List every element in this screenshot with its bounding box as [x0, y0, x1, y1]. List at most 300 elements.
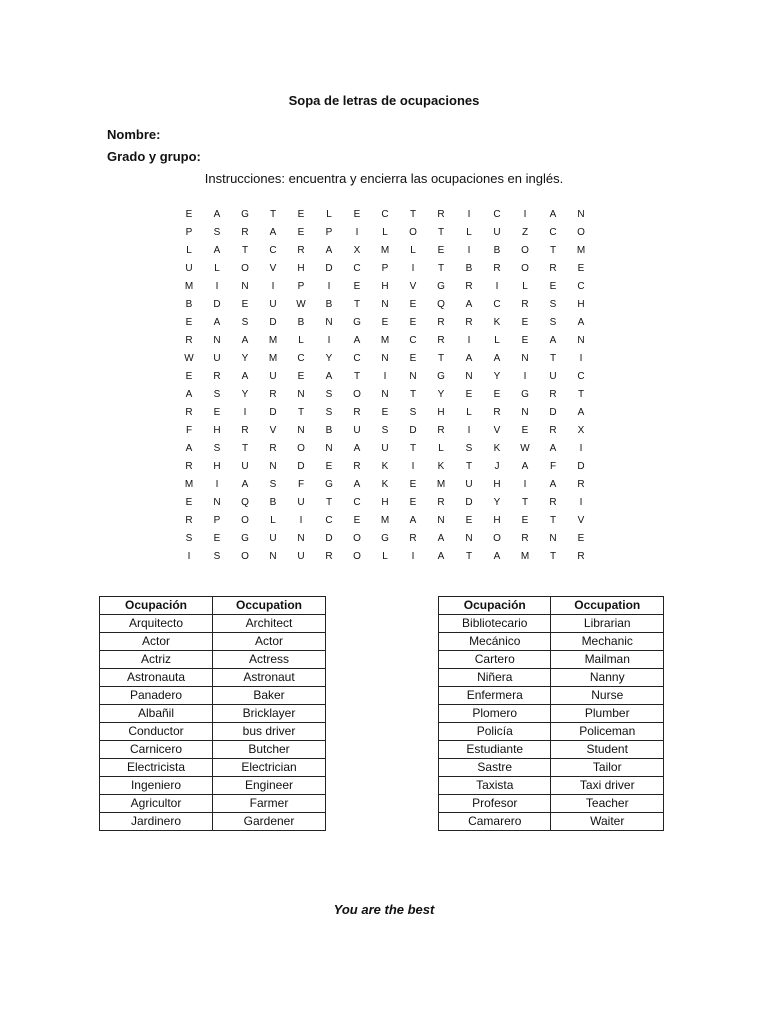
grid-letter: D	[325, 533, 333, 544]
grid-letter: M	[184, 479, 194, 490]
grid-letter: E	[297, 227, 305, 238]
english-occupation: Policeman	[551, 723, 664, 741]
grid-letter: N	[213, 497, 221, 508]
grid-letter: R	[409, 533, 417, 544]
grid-letter: B	[325, 425, 333, 436]
table-row	[100, 813, 326, 831]
grid-letter: R	[577, 479, 585, 490]
grid-letter: A	[241, 371, 249, 382]
grid-letter: I	[299, 515, 303, 526]
grid-letter: N	[381, 299, 389, 310]
grid-letter: S	[549, 317, 557, 328]
grid-letter: T	[325, 497, 333, 508]
grid-letter: S	[185, 533, 193, 544]
grid-letter: R	[549, 263, 557, 274]
table-row	[100, 741, 326, 759]
grid-letter: B	[185, 299, 193, 310]
table-row	[439, 777, 664, 795]
grid-letter: T	[297, 407, 305, 418]
grid-letter: C	[381, 209, 389, 220]
spanish-occupation: Bibliotecario	[439, 615, 551, 633]
spanish-occupation: Estudiante	[439, 741, 551, 759]
grid-letter: O	[353, 551, 361, 562]
grid-letter: I	[523, 371, 527, 382]
table-row	[100, 633, 326, 651]
grid-letter: T	[409, 443, 417, 454]
grid-letter: K	[437, 461, 445, 472]
grid-letter: R	[465, 317, 473, 328]
grid-letter: A	[269, 227, 277, 238]
english-occupation: Architect	[213, 615, 326, 633]
grid-letter: Y	[241, 353, 249, 364]
grid-letter: R	[577, 551, 585, 562]
grid-letter: R	[493, 263, 501, 274]
grid-letter: R	[269, 389, 277, 400]
grid-letter: I	[411, 461, 415, 472]
grid-letter: C	[353, 497, 361, 508]
grid-letter: H	[381, 281, 389, 292]
table-row	[439, 759, 664, 777]
grid-letter: Y	[493, 371, 501, 382]
grid-letter: U	[185, 263, 193, 274]
grid-letter: V	[409, 281, 417, 292]
grid-letter: D	[213, 299, 221, 310]
spanish-occupation: Profesor	[439, 795, 551, 813]
grid-letter: T	[521, 497, 529, 508]
grid-letter: C	[577, 281, 585, 292]
grid-letter: Q	[437, 299, 445, 310]
grid-letter: P	[325, 227, 333, 238]
english-occupation: Engineer	[213, 777, 326, 795]
grid-letter: N	[549, 533, 557, 544]
grid-letter: E	[409, 497, 417, 508]
spanish-occupation: Carnicero	[100, 741, 213, 759]
grid-letter: R	[241, 425, 249, 436]
grid-letter: M	[436, 479, 446, 490]
grid-letter: S	[381, 425, 389, 436]
grid-letter: T	[353, 371, 361, 382]
grid-letter: Z	[521, 227, 529, 238]
grid-letter: E	[241, 299, 249, 310]
grid-letter: J	[494, 461, 500, 472]
grid-letter: E	[185, 209, 193, 220]
grid-letter: A	[521, 461, 529, 472]
grid-letter: W	[184, 353, 194, 364]
grid-letter: N	[325, 317, 333, 328]
grid-letter: E	[381, 407, 389, 418]
english-occupation: Actor	[213, 633, 326, 651]
grid-letter: L	[466, 407, 472, 418]
spanish-occupation: Actor	[100, 633, 213, 651]
grid-letter: T	[437, 263, 445, 274]
grid-letter: N	[269, 461, 277, 472]
grid-letter: S	[213, 443, 221, 454]
grid-letter: A	[465, 353, 473, 364]
grid-letter: N	[437, 515, 445, 526]
table-row	[439, 633, 664, 651]
grid-letter: L	[326, 209, 332, 220]
table-row	[100, 705, 326, 723]
grid-letter: R	[437, 335, 445, 346]
grid-letter: D	[465, 497, 473, 508]
table-row	[100, 651, 326, 669]
grid-letter: M	[184, 281, 194, 292]
table-row	[439, 651, 664, 669]
spanish-occupation: Camarero	[439, 813, 551, 831]
grid-letter: R	[213, 371, 221, 382]
header-ocupacion: Ocupación	[100, 597, 213, 615]
english-occupation: Gardener	[213, 813, 326, 831]
grid-letter: M	[520, 551, 530, 562]
grid-letter: H	[381, 497, 389, 508]
grid-letter: Y	[437, 389, 445, 400]
grid-letter: M	[268, 335, 278, 346]
grid-letter: E	[353, 209, 361, 220]
grid-letter: I	[383, 371, 387, 382]
english-occupation: Butcher	[213, 741, 326, 759]
grid-letter: R	[353, 407, 361, 418]
grid-letter: A	[437, 533, 445, 544]
grid-letter: B	[465, 263, 473, 274]
grid-letter: Y	[241, 389, 249, 400]
grid-letter: O	[241, 551, 249, 562]
grid-letter: R	[549, 425, 557, 436]
spanish-occupation: Arquitecto	[100, 615, 213, 633]
grid-letter: I	[467, 425, 471, 436]
grid-letter: A	[437, 551, 445, 562]
grid-letter: I	[271, 281, 275, 292]
grid-letter: A	[353, 479, 361, 490]
grid-letter: T	[577, 389, 585, 400]
grid-letter: H	[493, 479, 501, 490]
grid-letter: E	[577, 263, 585, 274]
grid-letter: A	[213, 317, 221, 328]
occupations-table-right	[438, 596, 664, 831]
grid-letter: O	[521, 245, 529, 256]
grid-letter: L	[494, 335, 500, 346]
grid-letter: E	[185, 371, 193, 382]
grid-letter: A	[241, 335, 249, 346]
grid-letter: A	[213, 209, 221, 220]
grid-letter: E	[465, 515, 473, 526]
grid-letter: N	[465, 533, 473, 544]
grid-letter: L	[298, 335, 304, 346]
spanish-occupation: Albañil	[100, 705, 213, 723]
grid-letter: S	[549, 299, 557, 310]
grid-letter: D	[577, 461, 585, 472]
grid-letter: R	[521, 533, 529, 544]
spanish-occupation: Ingeniero	[100, 777, 213, 795]
grid-letter: S	[409, 407, 417, 418]
grid-letter: M	[380, 515, 390, 526]
grid-letter: A	[549, 209, 557, 220]
grid-letter: B	[325, 299, 333, 310]
grid-letter: A	[353, 443, 361, 454]
grid-letter: E	[521, 335, 529, 346]
grid-letter: H	[213, 461, 221, 472]
name-label: Nombre:	[107, 127, 161, 142]
english-occupation: Nanny	[551, 669, 664, 687]
english-occupation: Mechanic	[551, 633, 664, 651]
grid-letter: C	[269, 245, 277, 256]
grid-letter: T	[549, 353, 557, 364]
grid-letter: C	[493, 209, 501, 220]
grid-letter: A	[185, 389, 193, 400]
grid-letter: A	[325, 371, 333, 382]
grid-letter: E	[549, 281, 557, 292]
grid-letter: N	[521, 353, 529, 364]
spanish-occupation: Taxista	[439, 777, 551, 795]
grid-letter: A	[549, 443, 557, 454]
english-occupation: Mailman	[551, 651, 664, 669]
grid-letter: L	[522, 281, 528, 292]
grid-letter: G	[325, 479, 333, 490]
grid-letter: G	[241, 533, 249, 544]
header-occupation: Occupation	[213, 597, 326, 615]
grid-letter: I	[327, 281, 331, 292]
closing-message: You are the best	[333, 902, 435, 917]
spanish-occupation: Niñera	[439, 669, 551, 687]
grid-letter: U	[241, 461, 249, 472]
grid-letter: S	[325, 389, 333, 400]
grid-letter: I	[215, 479, 219, 490]
grid-letter: I	[411, 551, 415, 562]
table-row	[439, 615, 664, 633]
grid-letter: A	[353, 335, 361, 346]
grid-letter: A	[577, 317, 585, 328]
grid-letter: E	[409, 479, 417, 490]
grid-letter: I	[467, 335, 471, 346]
grid-letter: E	[437, 245, 445, 256]
grid-letter: I	[579, 443, 583, 454]
grid-letter: U	[297, 551, 305, 562]
grid-letter: N	[213, 335, 221, 346]
grid-letter: W	[520, 443, 530, 454]
grade-group-label: Grado y grupo:	[107, 149, 201, 164]
grid-letter: L	[466, 227, 472, 238]
grid-letter: E	[213, 533, 221, 544]
grid-letter: B	[297, 317, 305, 328]
english-occupation: Nurse	[551, 687, 664, 705]
grid-letter: C	[325, 515, 333, 526]
grid-letter: G	[437, 371, 445, 382]
english-occupation: Teacher	[551, 795, 664, 813]
grid-letter: S	[269, 479, 277, 490]
grid-letter: I	[523, 479, 527, 490]
table-row	[100, 795, 326, 813]
english-occupation: Baker	[213, 687, 326, 705]
spanish-occupation: Electricista	[100, 759, 213, 777]
grid-letter: H	[577, 299, 585, 310]
grid-letter: V	[493, 425, 501, 436]
spanish-occupation: Actriz	[100, 651, 213, 669]
grid-letter: E	[325, 461, 333, 472]
table-row	[439, 669, 664, 687]
grid-letter: E	[409, 353, 417, 364]
grid-letter: A	[241, 479, 249, 490]
grid-letter: Q	[241, 497, 249, 508]
grid-letter: V	[577, 515, 585, 526]
english-occupation: Waiter	[551, 813, 664, 831]
grid-letter: R	[269, 443, 277, 454]
grid-letter: A	[465, 299, 473, 310]
grid-letter: T	[353, 299, 361, 310]
grid-letter: D	[269, 317, 277, 328]
grid-letter: I	[579, 353, 583, 364]
grid-letter: N	[297, 533, 305, 544]
grid-letter: E	[521, 425, 529, 436]
grid-letter: T	[241, 443, 249, 454]
grid-letter: N	[325, 443, 333, 454]
grid-letter: V	[269, 263, 277, 274]
grid-letter: O	[353, 389, 361, 400]
grid-letter: L	[438, 443, 444, 454]
grid-letter: C	[353, 353, 361, 364]
table-row	[439, 687, 664, 705]
spanish-occupation: Plomero	[439, 705, 551, 723]
grid-letter: T	[549, 245, 557, 256]
grid-letter: U	[493, 227, 501, 238]
grid-letter: O	[353, 533, 361, 544]
english-occupation: Astronaut	[213, 669, 326, 687]
grid-letter: X	[353, 245, 361, 256]
grid-letter: G	[241, 209, 249, 220]
grid-letter: O	[493, 533, 501, 544]
grid-letter: O	[241, 263, 249, 274]
grid-letter: S	[213, 227, 221, 238]
grid-letter: W	[296, 299, 306, 310]
grid-letter: F	[297, 479, 305, 490]
grid-letter: R	[185, 407, 193, 418]
grid-letter: N	[381, 353, 389, 364]
grid-letter: M	[380, 335, 390, 346]
grid-letter: H	[297, 263, 305, 274]
grid-letter: E	[381, 317, 389, 328]
grid-letter: U	[465, 479, 473, 490]
grid-letter: L	[382, 551, 388, 562]
table-row	[100, 759, 326, 777]
grid-letter: N	[465, 371, 473, 382]
grid-letter: G	[381, 533, 389, 544]
grid-letter: C	[577, 371, 585, 382]
grid-letter: R	[185, 335, 193, 346]
grid-letter: A	[549, 335, 557, 346]
grid-letter: G	[521, 389, 529, 400]
grid-letter: S	[325, 407, 333, 418]
grid-letter: R	[521, 299, 529, 310]
grid-letter: N	[381, 389, 389, 400]
grid-letter: L	[186, 245, 192, 256]
grid-letter: E	[577, 533, 585, 544]
grid-letter: R	[549, 497, 557, 508]
grid-letter: O	[297, 443, 305, 454]
grid-letter: I	[243, 407, 247, 418]
grid-letter: T	[437, 227, 445, 238]
grid-letter: L	[270, 515, 276, 526]
grid-letter: K	[381, 479, 389, 490]
header-occupation: Occupation	[551, 597, 664, 615]
english-occupation: Actress	[213, 651, 326, 669]
grid-letter: T	[549, 515, 557, 526]
grid-letter: O	[241, 515, 249, 526]
grid-letter: R	[549, 389, 557, 400]
grid-letter: R	[185, 515, 193, 526]
grid-letter: X	[577, 425, 585, 436]
spanish-occupation: Astronauta	[100, 669, 213, 687]
english-occupation: Electrician	[213, 759, 326, 777]
grid-letter: U	[381, 443, 389, 454]
table-row	[439, 705, 664, 723]
table-header-row	[439, 597, 664, 615]
grid-letter: T	[269, 209, 277, 220]
grid-letter: E	[213, 407, 221, 418]
grid-letter: E	[185, 497, 193, 508]
spanish-occupation: Conductor	[100, 723, 213, 741]
grid-letter: M	[576, 245, 586, 256]
grid-letter: I	[355, 227, 359, 238]
grid-letter: I	[411, 263, 415, 274]
grid-letter: N	[241, 281, 249, 292]
grid-letter: E	[409, 299, 417, 310]
grid-letter: E	[353, 281, 361, 292]
grid-letter: L	[410, 245, 416, 256]
grid-letter: A	[577, 407, 585, 418]
grid-letter: T	[465, 551, 473, 562]
grid-letter: H	[437, 407, 445, 418]
grid-letter: S	[213, 551, 221, 562]
grid-letter: A	[493, 551, 501, 562]
grid-letter: P	[381, 263, 389, 274]
grid-letter: F	[549, 461, 557, 472]
english-occupation: Farmer	[213, 795, 326, 813]
table-row	[439, 813, 664, 831]
grid-letter: U	[353, 425, 361, 436]
table-header-row	[100, 597, 326, 615]
grid-letter: R	[241, 227, 249, 238]
grid-letter: D	[297, 461, 305, 472]
grid-letter: E	[297, 209, 305, 220]
grid-letter: S	[213, 389, 221, 400]
grid-letter: K	[381, 461, 389, 472]
grid-letter: U	[269, 371, 277, 382]
grid-letter: V	[269, 425, 277, 436]
grid-letter: R	[185, 461, 193, 472]
grid-letter: I	[579, 497, 583, 508]
grid-letter: R	[353, 461, 361, 472]
grid-letter: I	[215, 281, 219, 292]
grid-letter: D	[325, 263, 333, 274]
spanish-occupation: Cartero	[439, 651, 551, 669]
grid-letter: H	[493, 515, 501, 526]
grid-letter: E	[353, 515, 361, 526]
table-row	[100, 687, 326, 705]
occupations-table-left	[99, 596, 326, 831]
grid-letter: R	[297, 245, 305, 256]
grid-letter: G	[437, 281, 445, 292]
grid-letter: T	[465, 461, 473, 472]
table-row	[439, 723, 664, 741]
spanish-occupation: Mecánico	[439, 633, 551, 651]
grid-letter: E	[297, 371, 305, 382]
grid-letter: E	[521, 317, 529, 328]
grid-letter: T	[409, 389, 417, 400]
grid-letter: U	[269, 299, 277, 310]
grid-letter: I	[187, 551, 191, 562]
grid-letter: O	[521, 263, 529, 274]
grid-letter: N	[297, 389, 305, 400]
header-ocupacion: Ocupación	[439, 597, 551, 615]
grid-letter: N	[297, 425, 305, 436]
